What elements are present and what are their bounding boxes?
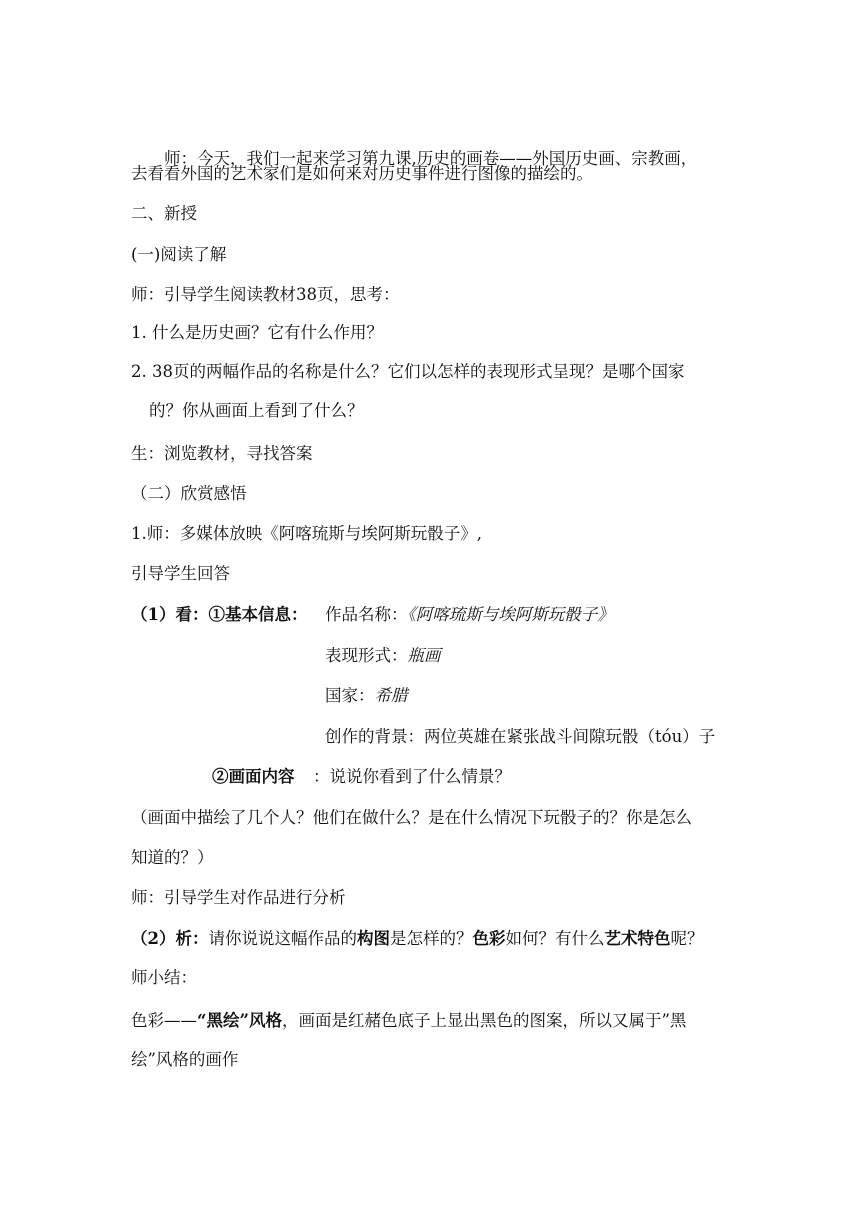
color-line-1 (131, 1011, 686, 1031)
work-name-row (325, 605, 614, 625)
hint-line-2: 知道的？） (131, 848, 214, 867)
intro-line-1: 师：今天，我们一起来学习第九课,历史的画卷——外国历史画、宗教画， (164, 149, 698, 168)
subsection-read: (一)阅读了解 (131, 245, 227, 264)
analyze-text-1: 请你说说这幅作品的 (208, 929, 357, 948)
analyze-text-3: 如何？有什么 (505, 929, 605, 948)
work-name-label: 作品名称： (325, 605, 408, 624)
play-line: 1.师：多媒体放映《阿喀琉斯与埃阿斯玩骰子》, (131, 524, 482, 543)
guide-analyze-line: 师：引导学生对作品进行分析 (131, 888, 346, 907)
guide-answer-line: 引导学生回答 (131, 564, 230, 583)
form-label: 表现形式： (325, 646, 408, 665)
country-value: 希腊 (374, 686, 408, 705)
black-figure-style: “黑绘”风格 (197, 1011, 282, 1030)
intro-line-2: 去看看外国的艺术家们是如何来对历史事件进行图像的描绘的。 (131, 164, 593, 183)
form-value: 瓶画 (407, 646, 441, 665)
background-row: 创作的背景：两位英雄在紧张战斗间隙玩骰（tóu）子 (325, 727, 716, 746)
analyze-text-4: 呢？ (670, 929, 704, 948)
hint-line-1: （画面中描绘了几个人？他们在做什么？是在什么情况下玩骰子的？你是怎么 (131, 808, 692, 827)
work-name-value: 《阿喀琉斯与埃阿斯玩骰子》 (407, 605, 614, 624)
summary-line: 师小结： (131, 968, 197, 987)
country-row (325, 686, 408, 706)
color-line-2: 绘”风格的画作 (131, 1050, 239, 1069)
keyword-color: 色彩 (472, 929, 506, 948)
content-label: ②画面内容 (212, 767, 295, 786)
guide-read-line: 师：引导学生阅读教材38页，思考： (131, 285, 400, 304)
country-label: 国家： (325, 686, 375, 705)
content-question: ：说说你看到了什么情景？ (313, 767, 511, 786)
subsection-appreciate: （二）欣赏感悟 (131, 484, 247, 503)
analyze-label: （2）析： (131, 929, 209, 948)
question-2-line-1: 2. 38页的两幅作品的名称是什么？它们以怎样的表现形式呈现？是哪个国家 (131, 362, 685, 381)
look-label: （1）看：①基本信息： (131, 605, 308, 624)
analyze-line (131, 929, 703, 949)
color-text-1: 色彩—— (131, 1011, 197, 1030)
question-2-line-2: 的？你从画面上看到了什么？ (149, 401, 364, 420)
student-line: 生：浏览教材，寻找答案 (131, 444, 313, 463)
color-text-2: ，画面是红赭色底子上显出黑色的图案，所以又属于”黑 (281, 1011, 687, 1030)
form-row (325, 646, 441, 666)
keyword-composition: 构图 (356, 929, 390, 948)
keyword-art-feature: 艺术特色 (604, 929, 671, 948)
question-1: 1. 什么是历史画？它有什么作用？ (131, 323, 383, 342)
analyze-text-2: 是怎样的？ (389, 929, 473, 948)
section-heading-new: 二、新授 (131, 204, 197, 223)
